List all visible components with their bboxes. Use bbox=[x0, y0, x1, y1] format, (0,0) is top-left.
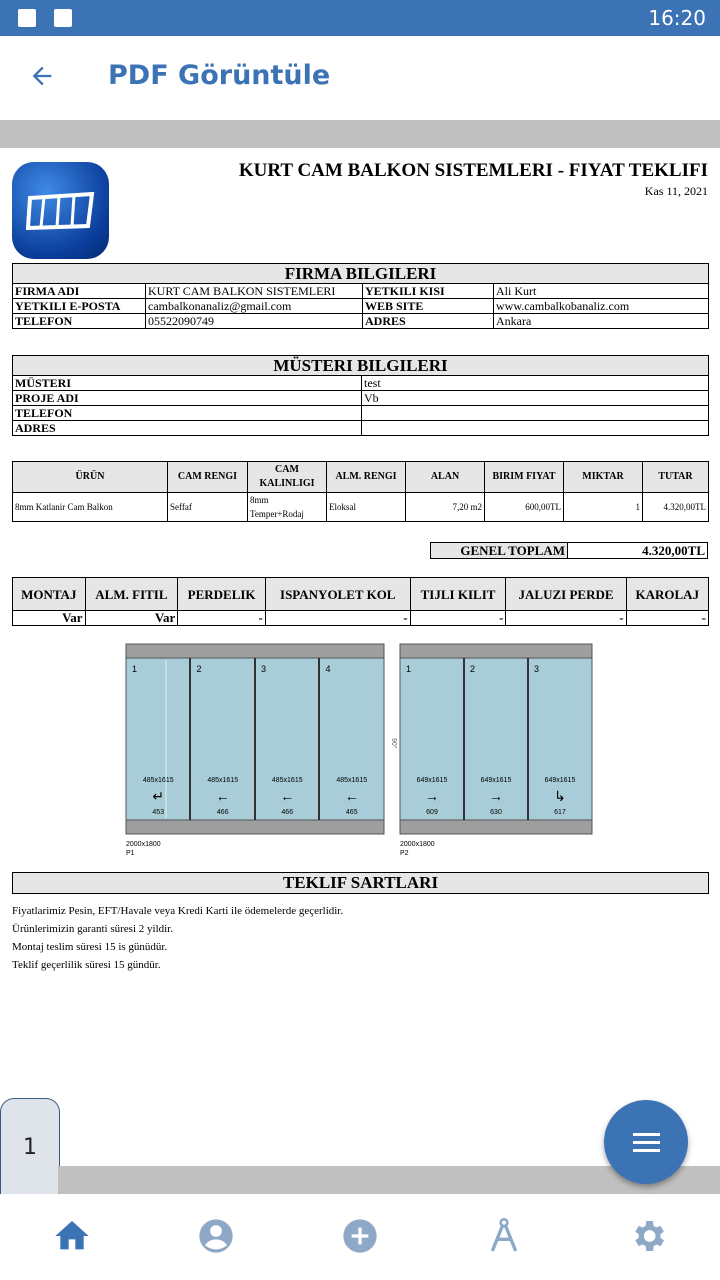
email-value: cambalkonanaliz@gmail.com bbox=[146, 299, 363, 314]
project-label: PROJE ADI bbox=[13, 391, 362, 406]
customer-phone-label: TELEFON bbox=[13, 406, 362, 421]
terms-list bbox=[12, 902, 343, 974]
menu-icon-line bbox=[633, 1141, 660, 1144]
status-time: 16:20 bbox=[648, 6, 706, 30]
menu-icon-line bbox=[633, 1149, 660, 1152]
customer-label: MÜSTERI bbox=[13, 376, 362, 391]
cell-total: 4.320,00TL bbox=[643, 493, 709, 522]
website-label: WEB SITE bbox=[363, 299, 494, 314]
contact-person-value: Ali Kurt bbox=[494, 284, 709, 299]
col-alm-fitil: ALM. FITIL bbox=[85, 578, 178, 611]
options-table bbox=[12, 577, 709, 626]
panel-number: 1 bbox=[406, 664, 412, 674]
val-alm-fitil: Var bbox=[85, 611, 178, 626]
val-tijli-kilit: - bbox=[410, 611, 506, 626]
panel-size: 485x1615 bbox=[207, 777, 239, 784]
customer-info-table bbox=[12, 355, 709, 436]
grand-total-value: 4.320,00TL bbox=[568, 543, 708, 559]
panel-width: 630 bbox=[490, 809, 502, 816]
email-label: YETKILI E-POSTA bbox=[13, 299, 146, 314]
panel-number: 2 bbox=[470, 664, 476, 674]
panel-width: 617 bbox=[554, 809, 566, 816]
drawing-p1 bbox=[126, 644, 384, 834]
add-circle-icon[interactable] bbox=[340, 1216, 380, 1256]
page-number: 1 bbox=[23, 1135, 37, 1160]
panel-size: 485x1615 bbox=[142, 777, 174, 784]
table-row bbox=[13, 493, 709, 522]
panel-size: 485x1615 bbox=[336, 777, 368, 784]
panel-size: 649x1615 bbox=[480, 777, 512, 784]
val-montaj: Var bbox=[13, 611, 86, 626]
terms-line: Ürünlerimizin garanti süresi 2 yildir. bbox=[12, 923, 173, 935]
customer-info-heading: MÜSTERI BILGILERI bbox=[13, 356, 709, 376]
val-ispanyolet: - bbox=[265, 611, 410, 626]
company-info-heading: FIRMA BILGILERI bbox=[13, 264, 709, 284]
panel-number: 2 bbox=[196, 664, 202, 674]
col-glass-color: CAM RENGI bbox=[168, 462, 248, 493]
grand-total-label: GENEL TOPLAM bbox=[431, 543, 568, 559]
direction-arrow-icon: ← bbox=[344, 788, 359, 804]
status-bar bbox=[0, 0, 720, 36]
customer-phone-value bbox=[362, 406, 709, 421]
col-glass-thickness: CAM KALINLIGI bbox=[248, 462, 327, 493]
panel-number: 4 bbox=[325, 664, 331, 674]
home-icon[interactable] bbox=[52, 1216, 92, 1256]
cell-area: 7,20 m2 bbox=[406, 493, 485, 522]
cell-product: 8mm Katlanir Cam Balkon bbox=[13, 493, 168, 522]
product-table bbox=[12, 461, 709, 522]
panel-number: 3 bbox=[534, 664, 540, 674]
p2-size: 2000x1800 bbox=[400, 841, 435, 848]
p2-name: P2 bbox=[400, 850, 409, 857]
company-logo bbox=[12, 162, 109, 259]
viewer-top-margin bbox=[0, 120, 720, 148]
col-product: ÜRÜN bbox=[13, 462, 168, 493]
contact-person-label: YETKILI KISI bbox=[363, 284, 494, 299]
p1-size: 2000x1800 bbox=[126, 841, 161, 848]
panel-number: 1 bbox=[132, 664, 138, 674]
cell-alm-color: Eloksal bbox=[327, 493, 406, 522]
direction-arrow-icon: ↵ bbox=[152, 788, 165, 804]
panel-width: 465 bbox=[345, 809, 358, 816]
company-info-table bbox=[12, 263, 709, 329]
col-area: ALAN bbox=[406, 462, 485, 493]
panel-size: 649x1615 bbox=[544, 777, 576, 784]
customer-value: test bbox=[362, 376, 709, 391]
panel-width: 609 bbox=[426, 809, 438, 816]
direction-arrow-icon: ← bbox=[215, 788, 230, 804]
direction-arrow-icon: → bbox=[425, 788, 439, 804]
panel-size: 485x1615 bbox=[271, 777, 303, 784]
col-alm-color: ALM. RENGI bbox=[327, 462, 406, 493]
terms-heading: TEKLIF SARTLARI bbox=[12, 872, 709, 894]
company-name-value: KURT CAM BALKON SISTEMLERI bbox=[146, 284, 363, 299]
document-notification-icon bbox=[54, 9, 72, 27]
panel-width: 466 bbox=[281, 809, 294, 816]
company-phone-value: 05522090749 bbox=[146, 314, 363, 329]
company-address-label: ADRES bbox=[363, 314, 494, 329]
val-karolaj: - bbox=[626, 611, 708, 626]
terms-line: Teklif geçerlilik süresi 15 gündür. bbox=[12, 959, 161, 971]
app-bar bbox=[0, 36, 720, 120]
panel-width: 453 bbox=[152, 809, 165, 816]
col-montaj: MONTAJ bbox=[13, 578, 86, 611]
balcony-drawing bbox=[118, 638, 598, 858]
page-title: PDF Görüntüle bbox=[108, 60, 331, 91]
panel-number: 3 bbox=[261, 664, 267, 674]
angle-label: 90° bbox=[390, 738, 397, 749]
col-perdelik: PERDELIK bbox=[178, 578, 266, 611]
compass-icon[interactable] bbox=[484, 1216, 524, 1256]
document-title: KURT CAM BALKON SISTEMLERI - FIYAT TEKLIFI bbox=[238, 160, 708, 181]
grand-total-table bbox=[430, 542, 708, 559]
pdf-page[interactable] bbox=[0, 148, 720, 1168]
cell-unit-price: 600,00TL bbox=[485, 493, 564, 522]
menu-icon bbox=[633, 1133, 660, 1136]
customer-address-value bbox=[362, 421, 709, 436]
image-notification-icon bbox=[18, 9, 36, 27]
cell-glass-thickness: 8mm Temper+Rodaj bbox=[248, 493, 327, 522]
company-name-label: FIRMA ADI bbox=[13, 284, 146, 299]
company-phone-label: TELEFON bbox=[13, 314, 146, 329]
table-row bbox=[13, 611, 709, 626]
website-value: www.cambalkobanaliz.com bbox=[494, 299, 709, 314]
cell-glass-color: Seffaf bbox=[168, 493, 248, 522]
cell-quantity: 1 bbox=[564, 493, 643, 522]
col-ispanyolet: ISPANYOLET KOL bbox=[265, 578, 410, 611]
direction-arrow-icon: ↳ bbox=[554, 788, 566, 804]
panel-width: 466 bbox=[216, 809, 229, 816]
terms-line: Montaj teslim süresi 15 is günüdür. bbox=[12, 941, 168, 953]
page-indicator[interactable] bbox=[0, 1098, 60, 1195]
bottom-navigation bbox=[0, 1194, 720, 1280]
project-value: Vb bbox=[362, 391, 709, 406]
val-jaluzi-perde: - bbox=[506, 611, 626, 626]
col-karolaj: KAROLAJ bbox=[626, 578, 708, 611]
col-tijli-kilit: TIJLI KILIT bbox=[410, 578, 506, 611]
col-unit-price: BIRIM FIYAT bbox=[485, 462, 564, 493]
val-perdelik: - bbox=[178, 611, 266, 626]
menu-fab[interactable] bbox=[604, 1100, 688, 1184]
customer-address-label: ADRES bbox=[13, 421, 362, 436]
company-address-value: Ankara bbox=[494, 314, 709, 329]
direction-arrow-icon: ← bbox=[280, 788, 295, 804]
terms-line: Fiyatlarimiz Pesin, EFT/Havale veya Kredi Karti ile ödemelerde geçerlidir. bbox=[12, 905, 344, 917]
balcony-logo-graphic bbox=[26, 192, 96, 230]
arrow-left-icon[interactable] bbox=[28, 62, 56, 90]
account-icon[interactable] bbox=[196, 1216, 236, 1256]
document-date: Kas 11, 2021 bbox=[644, 184, 708, 198]
direction-arrow-icon: → bbox=[489, 788, 503, 804]
col-quantity: MIKTAR bbox=[564, 462, 643, 493]
p1-name: P1 bbox=[126, 850, 135, 857]
col-jaluzi-perde: JALUZI PERDE bbox=[506, 578, 626, 611]
settings-icon[interactable] bbox=[628, 1216, 668, 1256]
col-total: TUTAR bbox=[643, 462, 709, 493]
panel-size: 649x1615 bbox=[416, 777, 448, 784]
drawing-p2 bbox=[400, 644, 592, 834]
